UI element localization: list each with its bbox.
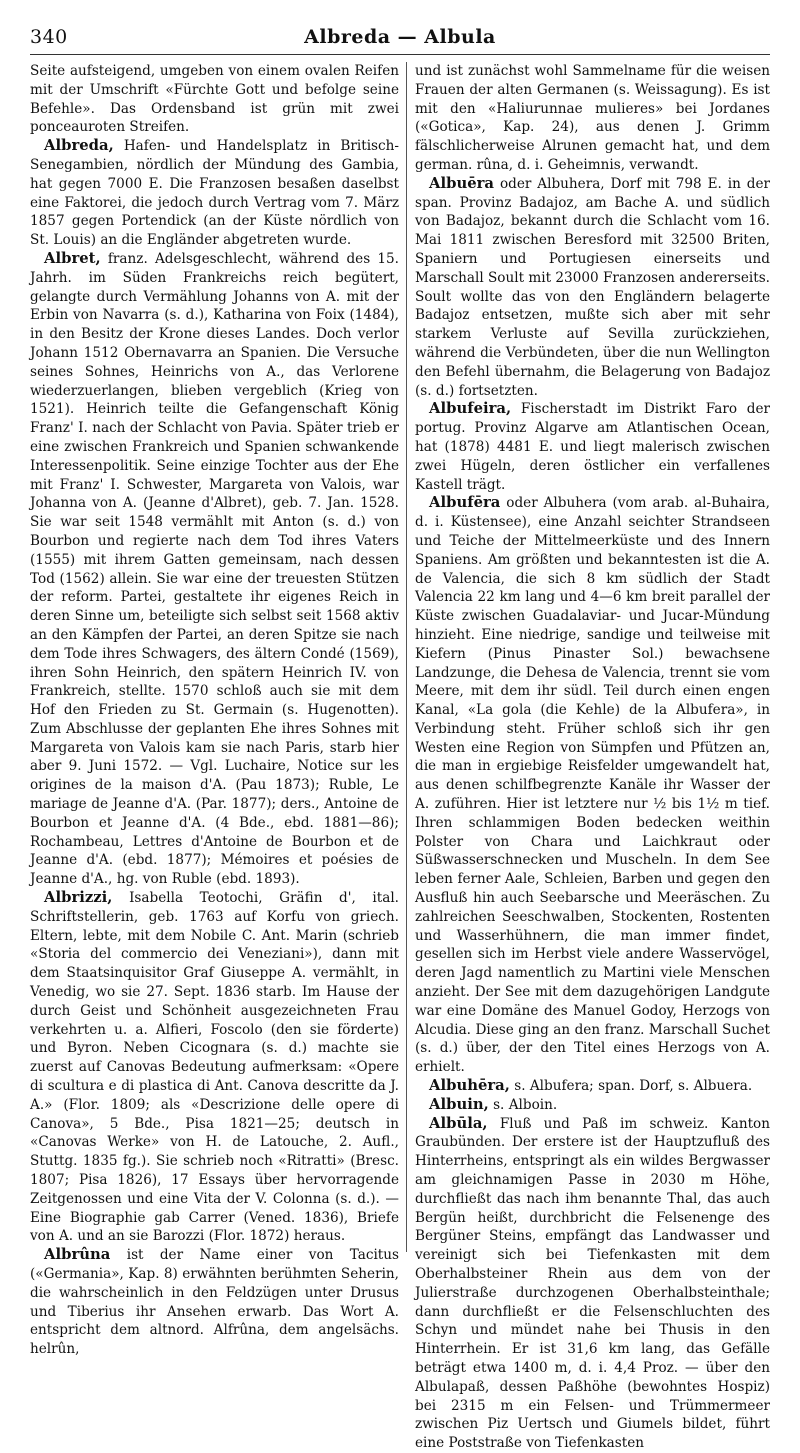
- entry-albrizzi: [30, 889, 399, 1246]
- entry-text: Fischerstadt im Distrikt Faro der portug. Provinz Algarve am Atlantischen Ocean, hat (1878) 4481 E. und liegt malerisch zwischen zwei Hügeln, deren östlicher ein verfallenes Kastell trägt.: [415, 401, 771, 493]
- entry-albufeira: [415, 400, 770, 494]
- page-number: 340: [30, 26, 68, 48]
- entry-text: Fluß und Paß im schweiz. Kanton Graubünden. Der erstere ist der Hauptzufluß des Hinterrheins, entspringt als ein wildes Bergwasser am gleichnamigen Passe in 2030 m Höhe, durchfließt das nach ihm benannte Thal, das auch Bergün heißt, durchbricht die Felsenenge des Bergüner Steins, empfängt das Landwasser und vereinigt sich bei Tiefenkasten mit dem Oberhalbsteiner Rhein aus dem von der Julierstraße durchzogenen Oberhalbsteinthale; dann durchfließt er die Felsenschluchten des Schyn und mündet nahe bei Thusis in den Hinterrhein. Er ist 31,6 km lang, das Gefälle beträgt etwa 1400 m, d. i. 4,4 Proz. — über den Albulapaß, dessen Paßhöhe (bewohntes Hospiz) bei 2315 m ein Felsen- und Trümmermeer zwischen Piz Uertsch und Giumels bildet, führt eine Poststraße von Tiefenkasten: [415, 1115, 770, 1452]
- entry-albuhera: [415, 1077, 770, 1096]
- entry-continuation: [415, 62, 770, 175]
- entry-lemma: Albreda,: [44, 137, 114, 155]
- left-column: [30, 62, 400, 1358]
- running-head: Albreda — Albula: [304, 26, 496, 48]
- entry-albruna: [30, 1246, 399, 1359]
- entry-albreda: [30, 137, 399, 250]
- right-column: [415, 62, 771, 1452]
- entry-albula: [415, 1115, 770, 1453]
- entry-continuation: [30, 62, 399, 137]
- entry-text: Seite aufsteigend, umgeben von einem ovalen Reifen mit der Umschrift «Fürchte Gott und befolge seine Befehle». Das Ordensband ist grün mit zwei ponceauroten Streifen.: [30, 63, 399, 136]
- entry-lemma: Albūla,: [429, 1114, 488, 1132]
- entry-text: Hafen- und Handelsplatz in Britisch-Senegambien, nördlich der Mündung des Gambia, hat gegen 7000 E. Die Franzosen besaßen daselbst eine Faktorei, die jedoch durch Vertrag vom 7. März 1857 gegen Portendick (an der Küste nördlich von St. Louis) an die Engländer abgetreten wurde.: [30, 138, 399, 249]
- entry-albuera: [415, 175, 770, 401]
- entry-text: s. Albufera; span. Dorf, s. Albuera.: [514, 1078, 753, 1095]
- entry-albret: [30, 250, 399, 889]
- column-divider: [406, 62, 407, 1252]
- entry-text: Isabella Teotochi, Gräfin d', ital. Schriftstellerin, geb. 1763 auf Korfu von griech. Eltern, lebte, mit dem Nobile C. Ant. Marin (schrieb «Storia del commercio dei Veneziani»), dann mit dem Staatsinquisitor Graf Giuseppe A. vermählt, in Venedig, wo sie 27. Sept. 1836 starb. Im Hause der durch Geist und Schönheit ausgezeichneten Frau verkehrten u. a. Alfieri, Foscolo (den sie förderte) und Byron. Neben Cicognara (s. d.) machte sie zuerst auf Canovas Bedeutung aufmerksam: «Opere di scultura e di plastica di Ant. Canova descritte da J. A.» (Flor. 1809; als «Descrizione delle opere di Canova», 5 Bde., Pisa 1821—25; deutsch in «Canovas Werke» von H. de Latouche, 2. Aufl., Stuttg. 1835 fg.). Sie schrieb noch «Ritratti» (Bresc. 1807; Pisa 1826), 17 Essays über hervorragende Zeitgenossen und eine Vita der V. Colonna (s. d.). — Eine Biographie gab Carrer (Vened. 1836), Briefe von A. und an sie Barozzi (Flor. 1872) heraus.: [30, 890, 399, 1245]
- entry-text: oder Albuhera, Dorf mit 798 E. in der span. Provinz Badajoz, am Bache A. und südlich von Badajoz, bekannt durch die Schlacht vom 16. Mai 1811 zwischen Beresford mit 32500 Briten, Spaniern und Portugiesen einerseits und Marschall Soult mit 23000 Franzosen andererseits. Soult wollte das von den Engländern belagerte Badajoz entsetzen, mußte sich aber mit sehr starkem Verluste auf Sevilla zurückziehen, während die Verbündeten, über die nun Wellington den Befehl übernahm, die Belagerung von Badajoz (s. d.) fortsetzten.: [415, 175, 770, 399]
- entry-lemma: Albufeira,: [429, 400, 512, 418]
- entry-text: s. Alboin.: [493, 1096, 558, 1113]
- entry-lemma: Albufēra: [429, 494, 501, 512]
- entry-text: franz. Adelsgeschlecht, während des 15. Jahrh. im Süden Frankreichs reich begütert, gelangte durch Vermählung Johanns von A. mit der Erbin von Navarra (s. d.), Katharina von Foix (1484), in den Besitz der Krone dieses Landes. Doch verlor Johann 1512 Obernavarra an Spanien. Die Versuche seines Sohnes, Heinrichs von A., das Verlorene wiederzuerlangen, blieben vergeblich (Krieg von 1521). Heinrich teilte die Gefangenschaft König Franz' I. nach der Schlacht von Pavia. Später trieb er eine zwischen Frankreich und Spanien schwankende Interessenpolitik. Seine einzige Tochter aus der Ehe mit Franz' I. Schwester, Margareta von Valois, war Johanna von A. (Jeanne d'Albret), geb. 7. Jan. 1528. Sie war seit 1548 vermählt mit Anton (s. d.) von Bourbon und regierte nach dem Tod ihres Vaters (1555) mit ihrem Gatten gemeinsam, nach dessen Tod (1562) allein. Sie war eine der treuesten Stützen der reform. Partei, gestaltete ihr eigenes Reich in deren Sinne um, beteiligte sich selbst seit 1568 aktiv an den Kämpfen der Partei, an deren Spitze sie nach dem Tode ihres Schwagers, des ältern Condé (1569), ihren Sohn Heinrich, den spätern Heinrich IV. von Frankreich, stellte. 1570 schloß auch sie mit dem Hof den Frieden zu St. Germain (s. Hugenotten). Zum Abschlusse der geplanten Ehe ihres Sohnes mit Margareta von Valois kam sie nach Paris, starb hier aber 9. Juni 1572. — Vgl. Luchaire, Notice sur les origines de la maison d'A. (Pau 1873); Ruble, Le mariage de Jeanne d'A. (Par. 1877); ders., Antoine de Bourbon et Jeanne d'A. (4 Bde., ebd. 1881—86); Rochambeau, Lettres d'Antoine de Bourbon et de Jeanne d'A. (ebd. 1877); Mémoires et poésies de Jeanne d'A., hg. von Ruble (ebd. 1893).: [30, 250, 400, 888]
- entry-lemma: Albrizzi,: [44, 889, 113, 907]
- entry-lemma: Albuēra: [429, 174, 495, 192]
- entry-text: und ist zunächst wohl Sammelname für die weisen Frauen der alten Germanen (s. Weissagung). Es ist mit den «Haliurunnae mulieres» bei Jordanes («Gotica», Kap. 24), aus denen J. Grimm fälschlicherweise Alrunen gemacht hat, und dem german. rûna, d. i. Geheimnis, verwandt.: [415, 63, 770, 173]
- entry-albufera: [415, 494, 770, 1077]
- entry-lemma: Albret,: [44, 249, 101, 267]
- page-header: [30, 24, 770, 55]
- entry-albuin: [415, 1096, 770, 1115]
- entry-text: oder Albuhera (vom arab. al-Buhaira, d. i. Küstensee), eine Anzahl seichter Strandseen und Teiche der Mittelmeerküste und des Innern Spaniens. Am größten und bekanntesten ist die A. de Valencia, die sich 8 km südlich der Stadt Valencia 22 km lang und 4—6 km breit parallel der Küste zwischen Guadalaviar- und Jucar-Mündung hinzieht. Eine niedrige, sandige und teilweise mit Kiefern (Pinus Pinaster Sol.) bewachsene Landzunge, die Dehesa de Valencia, trennt sie vom Meere, mit dem ihr südl. Teil durch einen engen Kanal, «La gola (die Kehle) de la Albufera», in Verbindung steht. Früher schloß sich ihr gen Westen eine Region von Sümpfen und Pfützen an, die man in ergiebige Reisfelder umgewandelt hat, aus denen schilfbegrenzte Kanäle ihr Wasser der A. zuführen. Hier ist letztere nur ½ bis 1½ m tief. Ihren schlammigen Boden bedecken weithin Polster von Chara und Laichkraut oder Süßwasserschnecken und Muscheln. In dem See leben ferner Aale, Schleien, Barben und gegen den Ausfluß hin auch Seebarsche und Meeräschen. Zu zahlreichen Seeschwalben, Stockenten, Rostenten und Wasserhühnern, die man immer findet, gesellen sich im Herbst viele andere Wasservögel, deren Jagd namentlich zu Martini viele Menschen anzieht. Der See mit dem dazugehörigen Landgute war eine Domäne des Manuel Godoy, Herzogs von Alcudia. Diese ging an den franz. Marschall Suchet (s. d.) über, der den Titel eines Herzogs von A. erhielt.: [415, 495, 770, 1076]
- entry-lemma: Albrûna: [44, 1246, 111, 1264]
- entry-text: ist der Name einer von Tacitus («Germania», Kap. 8) erwähnten berühmten Seherin, die wahrscheinlich in den Feldzügen unter Drusus und Tiberius ihr Ansehen erwarb. Das Wort A. entspricht dem altnord. Alfrûna, dem angelsächs. helrûn,: [30, 1247, 399, 1358]
- entry-lemma: Albuhēra,: [429, 1077, 510, 1095]
- entry-lemma: Albuin,: [429, 1095, 489, 1113]
